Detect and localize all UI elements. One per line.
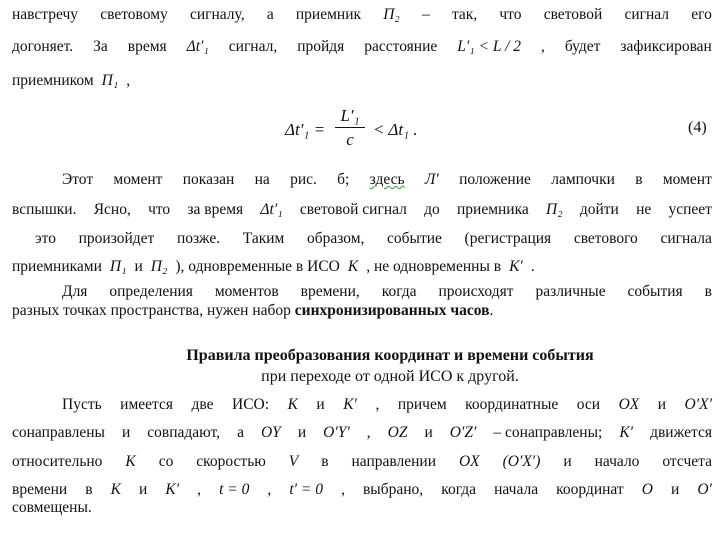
word: что: [148, 201, 171, 218]
word: начало: [594, 453, 640, 470]
word: ,: [366, 424, 371, 441]
math-term: OY: [260, 424, 281, 441]
math-term: K′: [165, 481, 180, 498]
text-line-6: [35, 230, 712, 248]
formula-denominator: c: [346, 130, 354, 149]
word: ИСО:: [232, 396, 270, 413]
word: световой сигнал: [299, 201, 407, 218]
word: –: [422, 6, 430, 23]
math-term: t = 0: [219, 481, 250, 498]
word: и: [316, 396, 325, 413]
math-term: П₂: [150, 258, 168, 275]
formula-numerator: L′₁: [335, 106, 365, 128]
word: ,: [375, 396, 380, 413]
math-term: t′ = 0: [289, 481, 324, 498]
word: показан: [182, 171, 235, 188]
word: позже.: [176, 230, 221, 247]
math-term: П₂: [546, 201, 563, 218]
text-line-1: [12, 6, 712, 24]
text-line-9: [12, 302, 712, 320]
word: сигнала: [660, 230, 712, 247]
word: произойдет: [78, 230, 155, 247]
word: так,: [451, 6, 478, 23]
math-term: OX: [458, 453, 480, 470]
word: имеется: [120, 396, 174, 413]
word: в: [635, 171, 643, 188]
word: будет: [564, 38, 601, 55]
word: сонаправлены: [12, 424, 105, 441]
math-term: K: [110, 481, 121, 498]
word: до: [424, 201, 440, 218]
word: приемник: [295, 6, 362, 23]
text-line-7: [12, 258, 712, 276]
word: события: [627, 283, 683, 300]
word: и: [297, 424, 307, 441]
section-heading: Правила преобразования координат и времени события: [186, 347, 594, 364]
word: оси: [576, 396, 601, 413]
word: здесь: [369, 171, 405, 188]
word: координатные: [465, 396, 559, 413]
word: это: [35, 230, 56, 247]
formula-4: [285, 106, 465, 156]
word: за время: [187, 201, 244, 218]
word: моментов: [214, 283, 279, 300]
formula-lhs: Δt′₁ =: [285, 120, 326, 139]
formula-rhs: < Δt₁ .: [373, 120, 418, 139]
word: расстояние: [364, 38, 438, 55]
math-term: П₁: [101, 72, 119, 89]
word: и: [121, 424, 131, 441]
word: ), одновременные в ИСО: [175, 258, 340, 275]
word: световой: [543, 6, 603, 23]
word: а: [237, 424, 244, 441]
text-line-8: [62, 283, 712, 301]
word: со: [158, 453, 174, 470]
word: приемника: [456, 201, 529, 218]
word: зафиксирован: [620, 38, 712, 55]
word: ,: [540, 38, 545, 55]
word: успеет: [668, 201, 712, 218]
word: .: [530, 258, 535, 275]
text-line-11: [12, 424, 712, 442]
word: время: [127, 38, 167, 55]
word: пройдя: [297, 38, 345, 55]
math-term: Л′: [424, 171, 439, 188]
math-term: V: [288, 453, 299, 470]
word: , не одновременны в: [366, 258, 502, 275]
math-term: O: [641, 481, 653, 498]
word: Ясно,: [93, 201, 131, 218]
word: рис.: [290, 171, 317, 188]
word: дойти: [579, 201, 619, 218]
word: в: [85, 481, 93, 498]
text-line-2: [12, 38, 712, 56]
word: и: [139, 481, 148, 498]
section-subheading: при переходе от одной ИСО к другой.: [261, 368, 519, 385]
math-term: K′: [343, 396, 357, 413]
math-term: O′X′: [684, 396, 712, 413]
word: когда: [441, 481, 477, 498]
word: направлении: [351, 453, 437, 470]
word: б;: [337, 171, 350, 188]
word: положение: [459, 171, 531, 188]
word: времени: [12, 481, 68, 498]
math-term: П₂: [383, 6, 400, 23]
word: Для: [62, 283, 88, 300]
word: и: [657, 396, 667, 413]
word: скоростью: [196, 453, 266, 470]
word: его: [691, 6, 712, 23]
word: что: [499, 6, 522, 23]
word: не: [636, 201, 652, 218]
word: времени,: [300, 283, 360, 300]
word: и: [134, 258, 143, 275]
word: две: [191, 396, 214, 413]
word: приемниками: [12, 258, 102, 275]
word: догоняет.: [12, 38, 74, 55]
math-term: K: [287, 396, 298, 413]
word: начала: [494, 481, 539, 498]
text-line-4: [62, 171, 712, 189]
word: в: [704, 283, 712, 300]
math-term: OX: [618, 396, 640, 413]
word: сигнал,: [228, 38, 278, 55]
word: За: [93, 38, 108, 55]
formula-fraction: [335, 106, 365, 150]
math-term: K′: [619, 424, 634, 441]
math-term: (O′X′): [502, 453, 541, 470]
text-line-12: [12, 453, 712, 471]
word: вспышки.: [12, 201, 77, 218]
text-run: разных точках пространства, нужен набор: [12, 302, 295, 319]
word: Таким: [242, 230, 285, 247]
word: приемником: [12, 72, 94, 89]
equation-number: (4): [688, 119, 707, 136]
math-term: K: [125, 453, 136, 470]
word: световому: [100, 6, 168, 23]
word: различные: [535, 283, 606, 300]
word: навстречу: [12, 6, 79, 23]
word: момент: [113, 171, 163, 188]
word: сигнал: [624, 6, 670, 23]
word: причем: [397, 396, 447, 413]
word: относительно: [12, 453, 103, 470]
text-line-14: [12, 499, 712, 517]
text-line-3: [12, 72, 712, 90]
bold-term: синхронизированных часов: [294, 302, 490, 319]
word: определения: [109, 283, 193, 300]
word: происходят: [438, 283, 514, 300]
word: совмещены.: [12, 499, 92, 516]
word: и: [670, 481, 680, 498]
word: на: [254, 171, 270, 188]
word: и: [424, 424, 433, 441]
text-line-10: [62, 396, 712, 414]
text-line-5: [12, 201, 712, 219]
word: (регистрация: [464, 230, 552, 247]
word: Пусть: [62, 396, 102, 413]
math-term: O′: [697, 481, 712, 498]
math-term: Δt′₁: [186, 38, 209, 55]
math-term: L′₁ < L / 2: [457, 38, 522, 55]
text-run: .: [489, 302, 494, 319]
word: совпадают,: [147, 424, 221, 441]
word: момент: [662, 171, 712, 188]
word: и: [563, 453, 572, 470]
math-term: OZ: [387, 424, 408, 441]
math-term: Δt′₁: [260, 201, 283, 218]
word: выбрано,: [362, 481, 424, 498]
word: ,: [126, 72, 131, 89]
word: движется: [650, 424, 712, 441]
word: ,: [267, 481, 272, 498]
math-term: K: [347, 258, 359, 275]
word: когда: [381, 283, 417, 300]
word: координат: [556, 481, 624, 498]
word: Этот: [62, 171, 94, 188]
word: событие: [387, 230, 442, 247]
text-line-13: [12, 481, 712, 499]
math-term: O′Y′: [323, 424, 350, 441]
word: – сонаправлены;: [493, 424, 603, 441]
word: светового: [573, 230, 638, 247]
word: образом,: [306, 230, 365, 247]
word: ,: [197, 481, 202, 498]
word: ,: [341, 481, 345, 498]
word: сигналу,: [189, 6, 245, 23]
math-term: K′: [509, 258, 523, 275]
word: в: [321, 453, 329, 470]
word: а: [266, 6, 274, 23]
word: отсчета: [662, 453, 712, 470]
word: лампочки: [551, 171, 615, 188]
math-term: П₁: [109, 258, 127, 275]
math-term: O′Z′: [449, 424, 477, 441]
